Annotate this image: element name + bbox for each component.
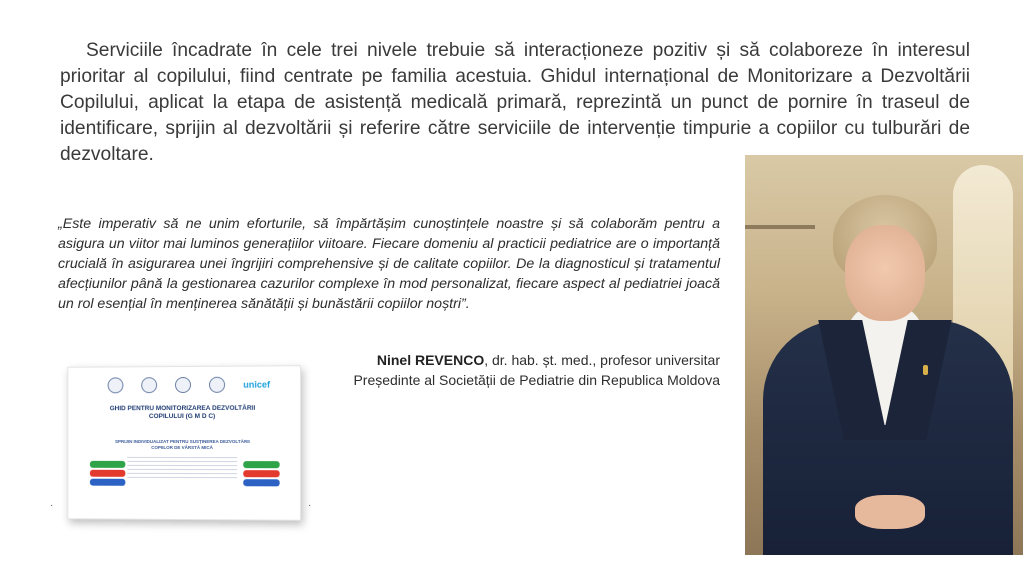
portrait-hands [855,495,925,529]
unicef-logo: unicef [243,379,271,390]
author-credentials: , dr. hab. șt. med., profesor universitar [484,352,720,368]
attribution-line [240,350,720,370]
emblem-logo-4 [209,377,225,393]
cover-logos [108,376,278,393]
cover-stripes-right [243,461,279,489]
portrait-face [845,225,925,321]
cover-stripes-left [90,461,125,489]
cover-subtitle: SPRIJIN INDIVIDUALIZAT PENTRU SUSȚINEREA DEZVOLTĂRII COPIILOR DE VÂRSTĂ MICĂ [115,438,250,451]
emblem-logo-3 [175,377,191,393]
author-role: Președinte al Societății de Pediatrie din Republica Moldova [353,372,720,388]
guide-cover-image [67,365,301,521]
portrait-brooch [923,365,928,375]
intro-paragraph: Serviciile încadrate în cele trei nivele trebuie să interacționeze pozitiv și să colaboreze în interesul prioritar al copilului, fiind centrate pe familia acestuia. Ghidul internațional de Monitorizare a Dezvoltării Copilului, aplicat la etapa de asistență medicală primară, reprezintă un punct de pornire în traseul de identificare, sprijin al dezvoltării și referire către serviciile de intervenție timpurie a copiilor cu tulburări de dezvoltare. [60,40,970,165]
emblem-logo-2 [141,377,157,393]
cover-body-text [127,457,237,479]
quote-attribution [240,350,720,390]
cover-title: GHID PENTRU MONITORIZAREA DEZVOLTĂRII COPILULUI (G M D C) [109,404,256,421]
background-shelf [745,225,815,229]
author-name: Ninel REVENCO [376,352,485,368]
quote-paragraph: „Este imperativ să ne unim eforturile, să împărtășim cunoștințele noastre și să colaborăm pentru a asigura un viitor mai luminos generațiilor viitoare. Fiecare domeniu al practicii pediatrice are o importanță crucială în asigurarea unei îngrijiri comprehensive și de calitate copiilor. De la diagnosticul și tratamentul afecțiunilor până la gestionarea cazurilor complexe în mod personalizat, fiecare aspect al pediatriei joacă un rol esențial în menținerea sănătății și bunăstării copiilor noștri”. [58,216,720,312]
portrait-photo [745,155,1023,555]
dot-mark-left: · [50,500,54,511]
dot-mark-right: · [308,500,312,511]
emblem-logo-1 [108,377,124,393]
